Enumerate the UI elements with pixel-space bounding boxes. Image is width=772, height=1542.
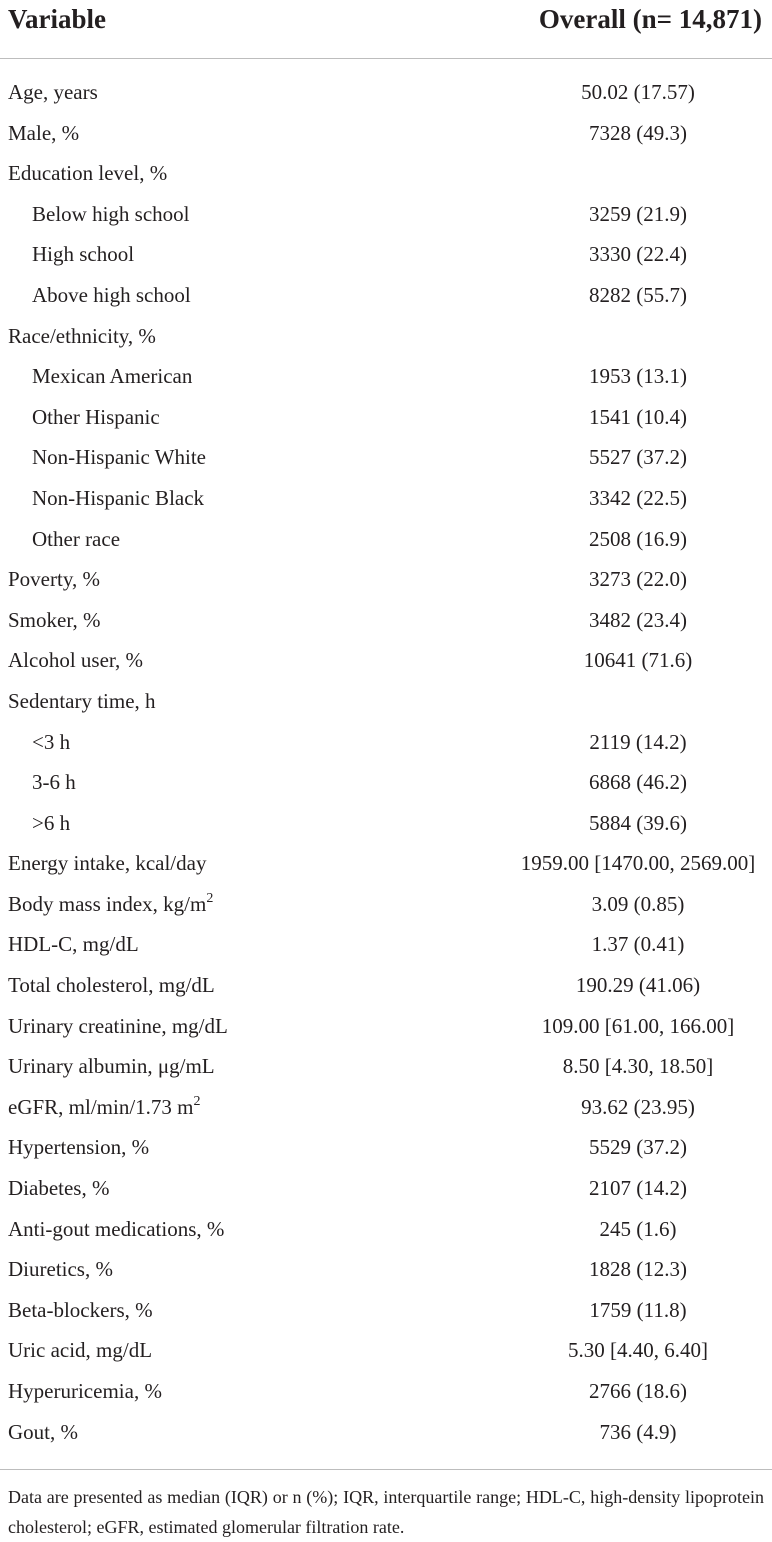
table-row	[0, 884, 772, 925]
table-row	[0, 1087, 772, 1128]
row-label-text: Poverty, %	[8, 567, 100, 592]
table-row	[0, 1371, 772, 1412]
row-value: 245 (1.6)	[599, 1216, 677, 1241]
header-variable: Variable	[8, 4, 107, 34]
row-value: 2119 (14.2)	[589, 729, 687, 754]
table-row	[0, 1127, 772, 1168]
row-label-text: <3 h	[32, 729, 71, 754]
row-label-text: Urinary albumin, μg/mL	[8, 1054, 215, 1079]
row-label	[8, 1046, 215, 1087]
row-label-text: eGFR, ml/min/1.73 m	[8, 1094, 194, 1119]
row-label-text: Uric acid, mg/dL	[8, 1338, 153, 1363]
row-value: 5529 (37.2)	[589, 1135, 687, 1160]
row-label	[8, 1412, 78, 1453]
row-label	[8, 153, 167, 194]
row-label	[8, 884, 213, 925]
row-label	[32, 234, 134, 275]
row-label-superscript: 2	[193, 1093, 201, 1109]
table-row	[0, 965, 772, 1006]
table-row	[0, 803, 772, 844]
row-value: 2766 (18.6)	[589, 1379, 687, 1403]
row-value: 2508 (16.9)	[589, 526, 687, 551]
row-label	[8, 1209, 224, 1250]
row-label-text: Diuretics, %	[8, 1257, 113, 1282]
table-row	[0, 1412, 772, 1453]
row-label	[32, 722, 70, 763]
table-row	[0, 519, 772, 560]
table-row	[0, 316, 772, 357]
row-label-text: Smoker, %	[8, 607, 101, 632]
row-value: 10641 (71.6)	[583, 648, 693, 673]
table-row	[0, 600, 772, 641]
row-label-text: Gout, %	[8, 1419, 78, 1444]
row-label	[8, 1127, 149, 1168]
row-value: 3482 (23.4)	[589, 607, 687, 632]
row-value: 1959.00 [1470.00, 2569.00]	[520, 851, 756, 876]
row-label	[8, 1290, 153, 1331]
row-value: 6868 (46.2)	[589, 770, 687, 795]
table-row	[0, 275, 772, 316]
table-row	[0, 559, 772, 600]
row-label	[32, 762, 76, 803]
row-label	[8, 559, 100, 600]
table-footer	[0, 1469, 772, 1537]
table-row	[0, 722, 772, 763]
row-label-text: Education level, %	[8, 161, 168, 186]
table-row	[0, 640, 772, 681]
row-value: 3342 (22.5)	[589, 485, 687, 510]
row-label	[32, 275, 191, 316]
row-label	[8, 1087, 201, 1128]
row-value: 8.50 [4.30, 18.50]	[562, 1054, 714, 1079]
header-overall: Overall (n= 14,871)	[538, 4, 762, 34]
row-label-text: Alcohol user, %	[8, 648, 144, 673]
row-label-text: Beta-blockers, %	[8, 1297, 153, 1322]
row-value: 5527 (37.2)	[589, 445, 687, 470]
row-label	[8, 72, 98, 113]
table-row	[0, 113, 772, 154]
table-row	[0, 437, 772, 478]
row-label	[8, 843, 206, 884]
table-row	[0, 762, 772, 803]
row-label-text: Diabetes, %	[8, 1176, 110, 1201]
row-value: 93.62 (23.95)	[581, 1094, 695, 1119]
table-row	[0, 1168, 772, 1209]
row-label-text: Non-Hispanic Black	[32, 485, 205, 510]
row-value: 3330 (22.4)	[589, 242, 687, 267]
row-label	[8, 965, 215, 1006]
row-value: 1953 (13.1)	[589, 364, 687, 389]
table-row	[0, 1046, 772, 1087]
row-value: 8282 (55.7)	[589, 282, 687, 307]
row-label-text: Body mass index, kg/m	[8, 891, 207, 916]
row-value: 190.29 (41.06)	[575, 973, 701, 998]
row-label-text: Race/ethnicity, %	[8, 323, 156, 348]
row-value: 5.30 [4.40, 6.40]	[568, 1338, 708, 1363]
row-label-text: Total cholesterol, mg/dL	[8, 973, 215, 998]
table-body	[0, 72, 772, 1452]
row-label	[8, 1330, 152, 1371]
table-row	[0, 1209, 772, 1250]
row-label-text: Hypertension, %	[8, 1135, 150, 1160]
row-label-text: Sedentary time, h	[8, 688, 156, 713]
row-label	[8, 600, 100, 641]
row-value: 736 (4.9)	[599, 1419, 677, 1444]
table-row	[0, 153, 772, 194]
table-header	[0, 0, 772, 59]
row-value: 7328 (49.3)	[589, 120, 687, 145]
row-value: 2107 (14.2)	[589, 1176, 687, 1201]
row-value: 109.00 [61.00, 166.00]	[541, 1013, 735, 1038]
row-label-text: Above high school	[32, 282, 191, 307]
table-row	[0, 924, 772, 965]
row-label	[8, 640, 143, 681]
table-row	[0, 72, 772, 113]
row-label-text: High school	[32, 242, 135, 267]
table-row	[0, 194, 772, 235]
row-label	[8, 113, 79, 154]
row-value: 50.02 (17.57)	[581, 80, 695, 104]
row-label-text: Other race	[32, 526, 121, 551]
table-row	[0, 478, 772, 519]
row-label	[8, 924, 139, 965]
table-row	[0, 234, 772, 275]
row-label	[8, 1168, 109, 1209]
row-label	[8, 1371, 162, 1412]
row-label	[8, 316, 156, 357]
row-label-text: Age, years	[8, 80, 98, 104]
row-label-text: Below high school	[32, 201, 190, 226]
row-label-text: 3-6 h	[32, 770, 76, 795]
row-value: 1759 (11.8)	[589, 1297, 687, 1322]
row-value: 1541 (10.4)	[589, 404, 687, 429]
row-label-text: Other Hispanic	[32, 404, 160, 429]
row-label	[8, 1249, 113, 1290]
footnote: Data are presented as median (IQR) or n (%); IQR, interquartile range; HDL-C, high-density lipoprotein cholesterol; eGFR, estimated glomerular filtration rate.	[8, 1487, 764, 1537]
table-row	[0, 1290, 772, 1331]
row-label	[32, 194, 190, 235]
table-row	[0, 843, 772, 884]
table-row	[0, 1330, 772, 1371]
row-value: 3259 (21.9)	[589, 201, 687, 226]
row-value: 3273 (22.0)	[589, 567, 687, 592]
row-label	[32, 397, 160, 438]
table-row	[0, 1006, 772, 1047]
row-label	[32, 803, 70, 844]
row-label	[8, 681, 156, 722]
table-row	[0, 356, 772, 397]
row-label	[32, 519, 120, 560]
row-label-text: >6 h	[32, 810, 71, 835]
row-label-text: Hyperuricemia, %	[8, 1379, 162, 1403]
row-label-text: Urinary creatinine, mg/dL	[8, 1013, 228, 1038]
row-label	[32, 478, 204, 519]
row-value: 1.37 (0.41)	[591, 932, 685, 957]
table-row	[0, 1249, 772, 1290]
row-label-text: Non-Hispanic White	[32, 445, 206, 470]
row-label-text: Energy intake, kcal/day	[8, 851, 207, 876]
row-value: 5884 (39.6)	[589, 810, 687, 835]
row-value: 3.09 (0.85)	[591, 891, 685, 916]
row-label-superscript: 2	[206, 890, 214, 906]
row-label	[32, 437, 206, 478]
table-row	[0, 397, 772, 438]
row-label-text: Mexican American	[32, 364, 193, 389]
row-label-text: Male, %	[8, 120, 80, 145]
row-label	[32, 356, 192, 397]
row-label-text: HDL-C, mg/dL	[8, 932, 139, 957]
row-value: 1828 (12.3)	[589, 1257, 687, 1282]
row-label-text: Anti-gout medications, %	[8, 1216, 225, 1241]
table-row	[0, 681, 772, 722]
row-label	[8, 1006, 228, 1047]
